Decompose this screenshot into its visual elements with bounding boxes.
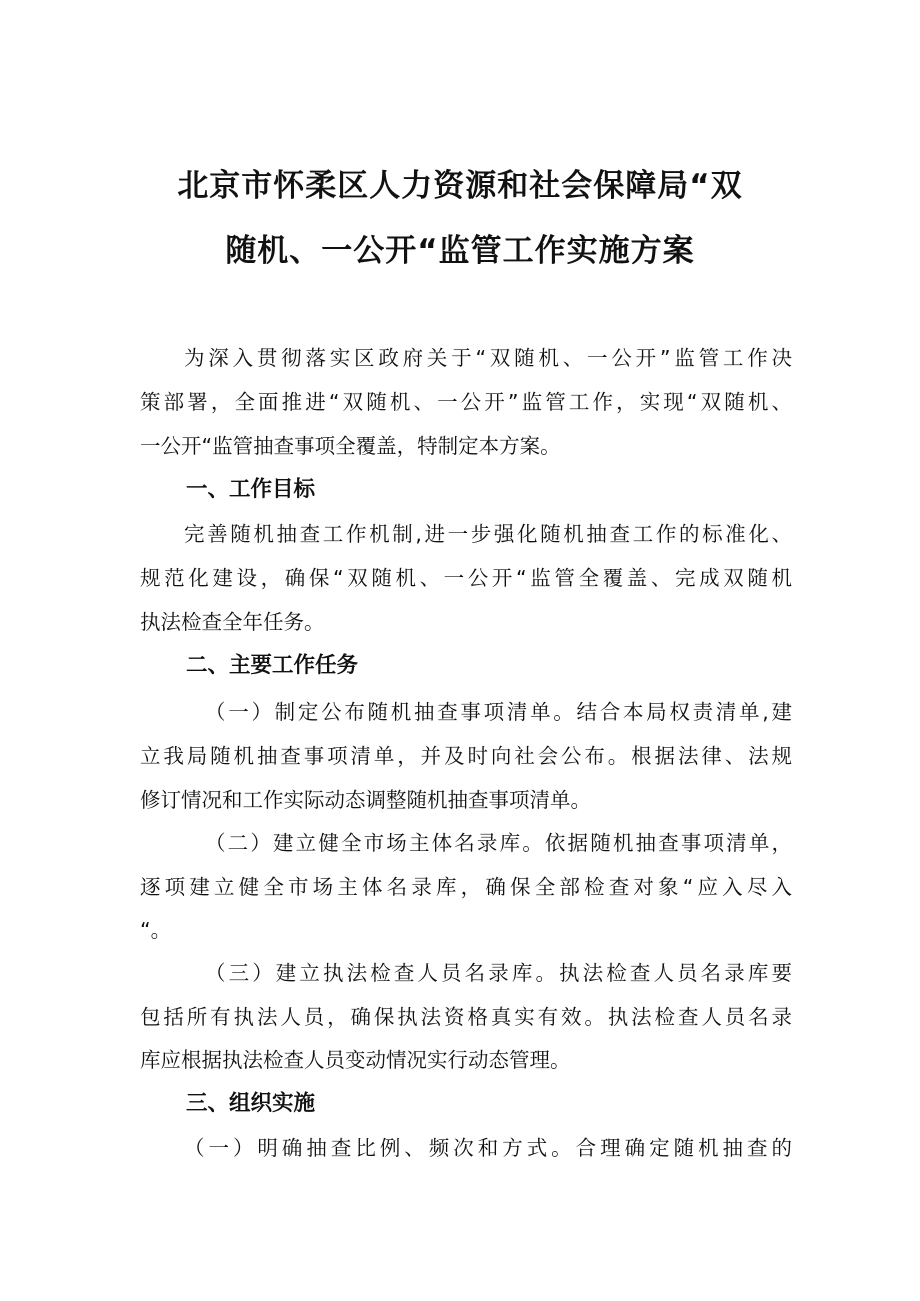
body-line: 修订情况和工作实际动态调整随机抽查事项清单。 [140, 788, 591, 812]
body-line: 包括所有执法人员，确保执法资格真实有效。执法检查人员名录 [140, 1005, 792, 1029]
section-heading: 一、工作目标 [186, 477, 316, 502]
body-line: 规范化建设，确保“双随机、一公开“监管全覆盖、完成双随机 [140, 566, 792, 590]
section-heading: 二、主要工作任务 [186, 653, 359, 678]
body-line: （二）建立健全市场主体名录库。依据随机抽查事项清单， [205, 831, 792, 855]
document-title-line-2: 随机、一公开“监管工作实施方案 [225, 233, 695, 269]
body-line: 一公开“监管抽查事项全覆盖，特制定本方案。 [140, 434, 561, 458]
body-line: （一）制定公布随机抽查事项清单。结合本局权责清单,建 [205, 700, 792, 724]
body-line: （三）建立执法检查人员名录库。执法检查人员名录库要 [205, 961, 792, 985]
body-line: （一）明确抽查比例、频次和方式。合理确定随机抽查的 [184, 1136, 792, 1160]
body-line: 逐项建立健全市场主体名录库，确保全部检查对象“应入尽入 [140, 875, 792, 899]
body-line: 为深入贯彻落实区政府关于“双随机、一公开”监管工作决 [184, 346, 792, 370]
body-line: 完善随机抽查工作机制,进一步强化随机抽查工作的标准化、 [184, 522, 792, 546]
document-title-line-1: 北京市怀柔区人力资源和社会保障局“双 [177, 168, 743, 204]
body-line: 策部署，全面推进“双随机、一公开”监管工作，实现“双随机、 [140, 390, 792, 414]
section-heading: 三、组织实施 [186, 1091, 316, 1116]
body-line: 执法检查全年任务。 [140, 610, 325, 634]
body-line: “。 [140, 918, 172, 942]
body-line: 库应根据执法检查人员变动情况实行动态管理。 [140, 1048, 571, 1072]
body-line: 立我局随机抽查事项清单，并及时向社会公布。根据法律、法规 [140, 744, 792, 768]
